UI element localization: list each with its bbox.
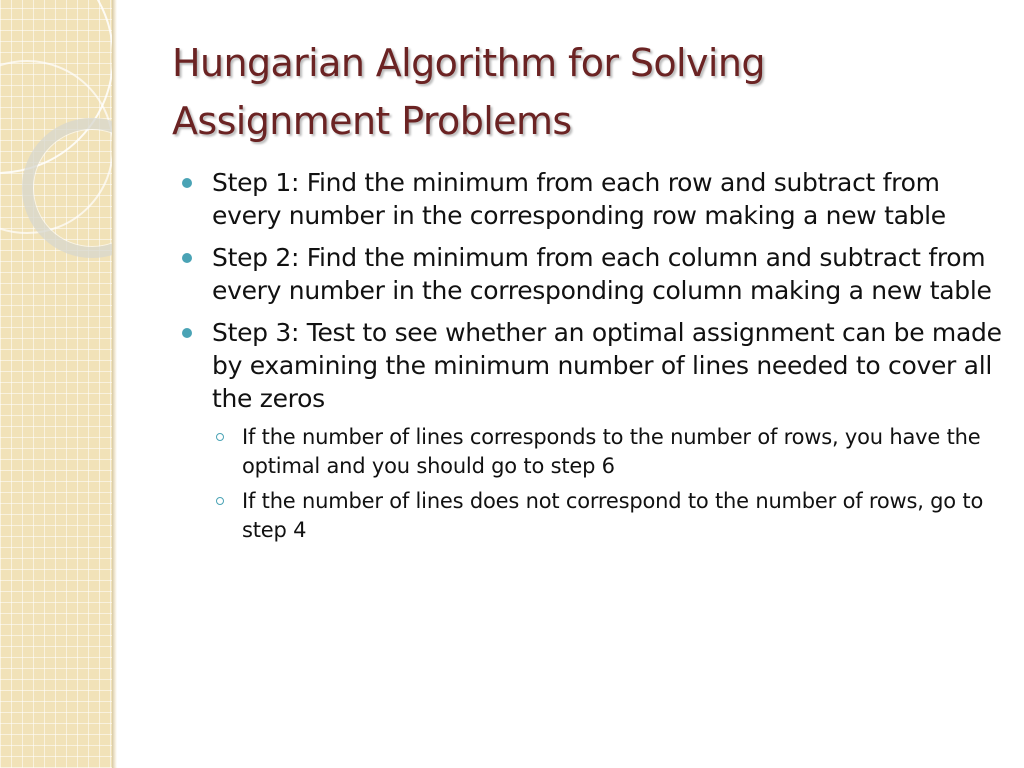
filled-circle-bullet-icon [182,253,192,263]
bullet-text: Step 2: Find the minimum from each column and subtract from every number in the corresponding column making a new table [212,243,992,305]
bullet-text: Step 1: Find the minimum from each row and subtract from every number in the corresponding row making a new table [212,168,946,230]
bullet-text: Step 3: Test to see whether an optimal assignment can be made by examining the minimum number of lines needed to cover all the zeros [212,318,1002,413]
bullet-list [172,166,1002,545]
sub-bullet-item [212,423,1002,481]
bullet-step-1 [172,166,1002,232]
slide-content [172,166,1002,554]
bullet-step-3 [172,316,1002,545]
sub-bullet-item [212,487,1002,545]
bullet-step-2 [172,241,1002,307]
filled-circle-bullet-icon [182,178,192,188]
decorative-side-strip [0,0,112,768]
filled-circle-bullet-icon [182,328,192,338]
sub-bullet-text: If the number of lines does not correspond to the number of rows, go to step 4 [242,489,984,542]
sub-bullet-list [212,423,1002,545]
hollow-circle-bullet-icon [216,433,224,441]
side-strip-edge [112,0,117,768]
slide-title: Hungarian Algorithm for Solving Assignment Problems [172,41,765,143]
sub-bullet-text: If the number of lines corresponds to the number of rows, you have the optimal and you should go to step 6 [242,425,981,478]
hollow-circle-bullet-icon [216,497,224,505]
